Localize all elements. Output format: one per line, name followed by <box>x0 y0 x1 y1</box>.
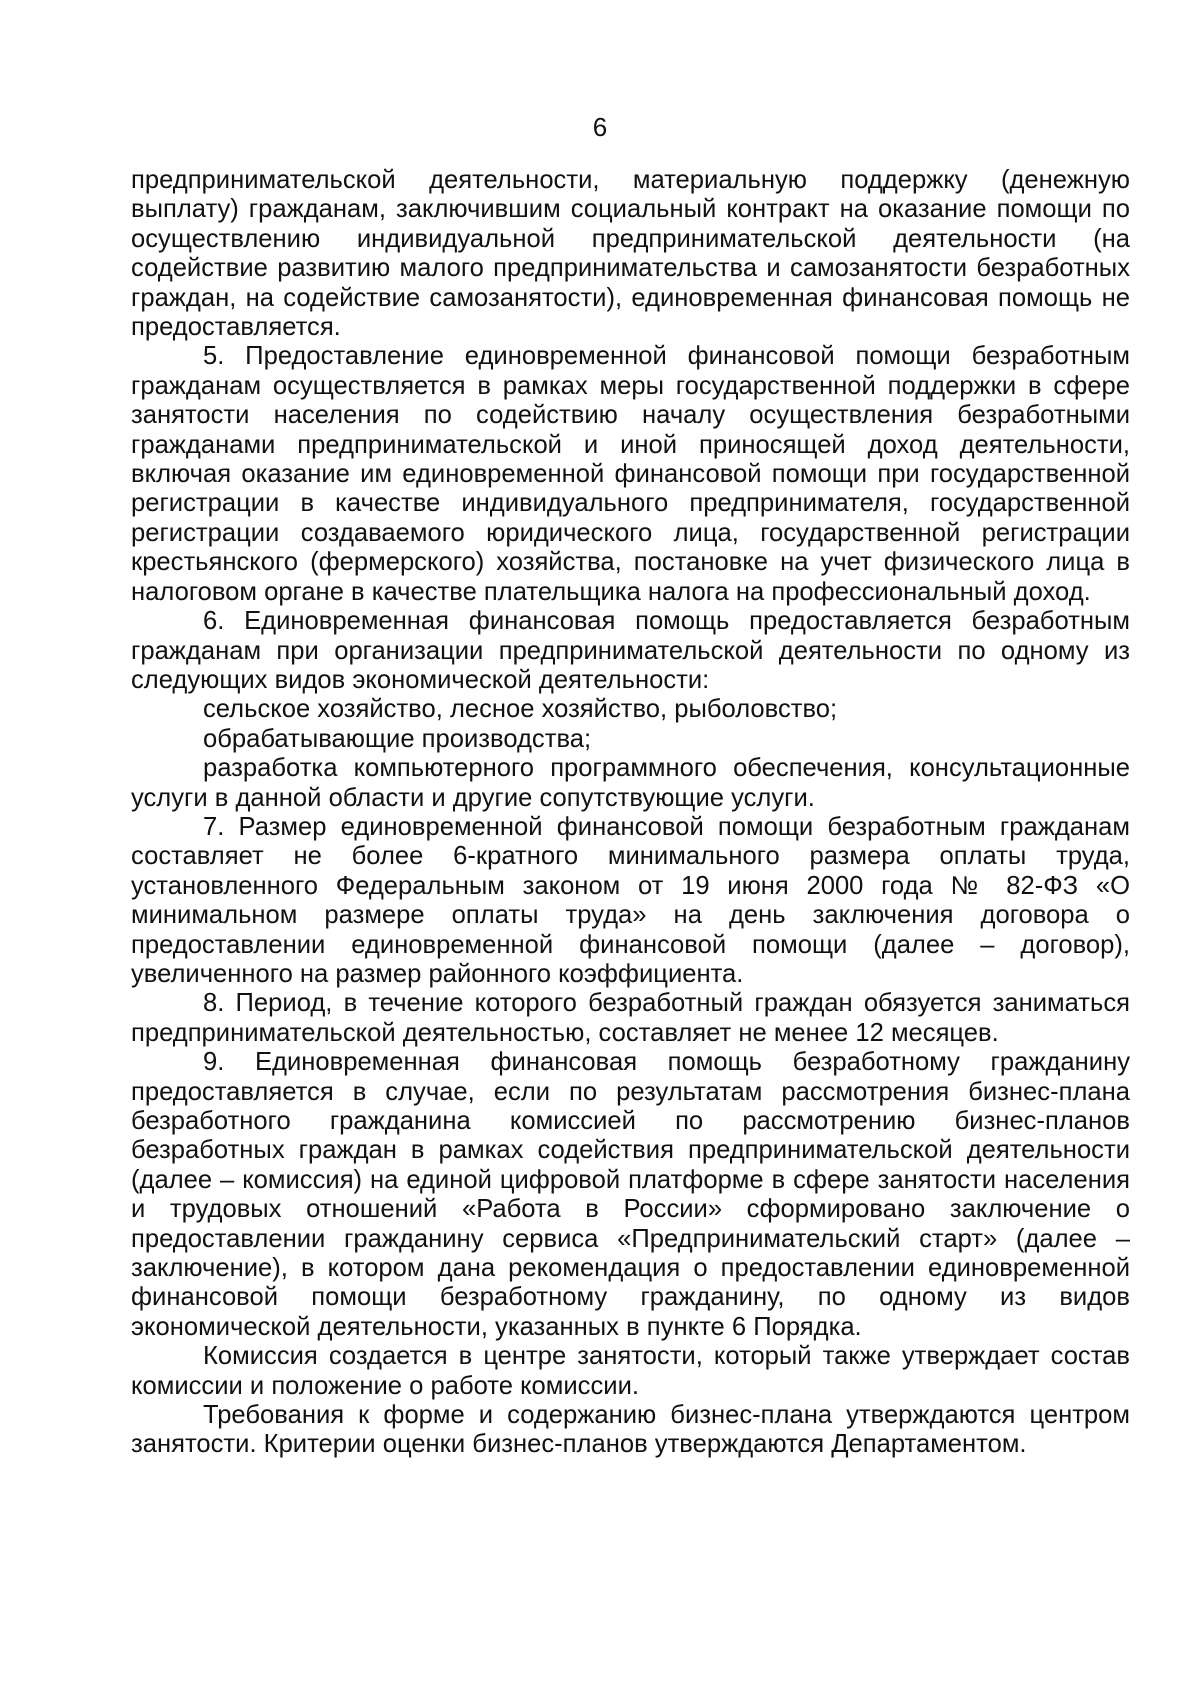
paragraph-activity-2: обрабатывающие производства; <box>203 724 592 753</box>
body-text <box>131 166 1130 1460</box>
paragraph-item-5: 5. Предоставление единовременной финансовой помощи безработным гражданам осуществляется в рамках меры государственной поддержки в сфере занятости населения по содействию началу осуществления безработными гражданами предпринимательской и иной приносящей доход деятельности, включая оказание им единовременной финансовой помощи при государственной регистрации в качестве индивидуального предпринимателя, государственной регистрации создаваемого юридического лица, государственной регистрации крестьянского (фермерского) хозяйства, постановке на учет физического лица в налоговом органе в качестве плательщика налога на профессиональный доход. <box>131 342 1130 606</box>
paragraph-activity-1: сельское хозяйство, лесное хозяйство, рыболовство; <box>203 695 838 724</box>
paragraph-requirements: Требования к форме и содержанию бизнес-плана утверждаются центром занятости. Критерии оценки бизнес-планов утверждаются Департаментом. <box>131 1401 1130 1459</box>
paragraph-commission: Комиссия создается в центре занятости, который также утверждает состав комиссии и положение о работе комиссии. <box>131 1342 1130 1400</box>
paragraph-item-8: 8. Период, в течение которого безработный граждан обязуется заниматься предпринимательской деятельностью, составляет не менее 12 месяцев. <box>131 989 1130 1047</box>
paragraph-continuation: предпринимательской деятельности, материальную поддержку (денежную выплату) гражданам, заключившим социальный контракт на оказание помощи по осуществлению индивидуальной предпринимательской деятельности (на содействие развитию малого предпринимательства и самозанятости безработных граждан, на содействие самозанятости), единовременная финансовая помощь не предоставляется. <box>131 166 1130 342</box>
paragraph-item-6: 6. Единовременная финансовая помощь предоставляется безработным гражданам при организации предпринимательской деятельности по одному из следующих видов экономической деятельности: <box>131 607 1130 694</box>
page-number: 6 <box>592 112 608 142</box>
paragraph-item-7: 7. Размер единовременной финансовой помощи безработным гражданам составляет не более 6-кратного минимального размера оплаты труда, установленного Федеральным законом от 19 июня 2000 года № 82-ФЗ «О минимальном размере оплаты труда» на день заключения договора о предоставлении единовременной финансовой помощи (далее – договор), увеличенного на размер районного коэффициента. <box>131 812 1130 988</box>
paragraph-item-9: 9. Единовременная финансовая помощь безработному гражданину предоставляется в случае, если по результатам рассмотрения бизнес-плана безработного гражданина комиссией по рассмотрению бизнес-планов безработных граждан в рамках содействия предпринимательской деятельности (далее – комиссия) на единой цифровой платформе в сфере занятости населения и трудовых отношений «Работа в России» сформировано заключение о предоставлении гражданину сервиса «Предпринимательский старт» (далее – заключение), в котором дана рекомендация о предоставлении единовременной финансовой помощи безработному гражданину, по одному из видов экономической деятельности, указанных в пункте 6 Порядка. <box>131 1048 1130 1341</box>
paragraph-activity-3: разработка компьютерного программного обеспечения, консультационные услуги в данной области и другие сопутствующие услуги. <box>131 754 1130 812</box>
